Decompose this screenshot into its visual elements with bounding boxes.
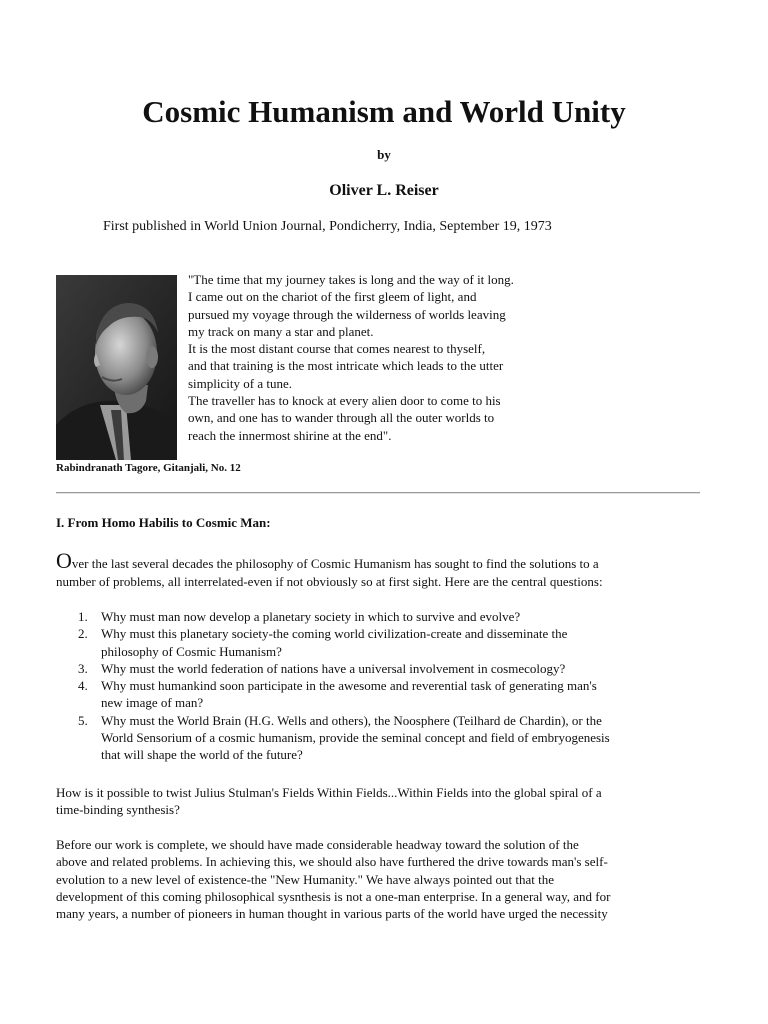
list-item-text: World Sensorium of a cosmic humanism, provide the seminal concept and field of embryogenesis xyxy=(101,730,610,746)
paragraph-line: evolution to a new level of existence-the "New Humanity." We have always pointed out that the xyxy=(56,871,555,887)
epigraph-quote xyxy=(188,271,588,444)
list-number: 4. xyxy=(78,678,88,694)
publication-note: First published in World Union Journal, Pondicherry, India, September 19, 1973 xyxy=(103,219,552,234)
list-item-text: Why must humankind soon participate in the awesome and reverential task of generating man's xyxy=(101,678,597,694)
author-name: Oliver L. Reiser xyxy=(329,182,439,199)
list-item xyxy=(56,712,706,764)
list-item-text: that will shape the world of the future? xyxy=(101,747,303,763)
questions-list xyxy=(56,608,706,764)
portrait-image xyxy=(56,275,177,460)
list-item xyxy=(56,625,706,660)
paragraph-line: many years, a number of pioneers in human thought in various parts of the world have urged the necessity xyxy=(56,906,608,922)
list-item xyxy=(56,608,706,625)
list-item-text: Why must man now develop a planetary society in which to survive and evolve? xyxy=(101,609,521,624)
quote-line: pursued my voyage through the wilderness of worlds leaving xyxy=(188,306,506,322)
paragraph-line: Before our work is complete, we should have made considerable headway toward the solution of the xyxy=(56,837,579,852)
list-number: 1. xyxy=(78,609,88,624)
body-paragraph-1 xyxy=(56,784,706,819)
byline-by: by xyxy=(377,147,391,162)
list-item-text: philosophy of Cosmic Humanism? xyxy=(101,643,282,659)
quote-line: "The time that my journey takes is long and the way of it long. xyxy=(188,272,514,287)
page-title: Cosmic Humanism and World Unity xyxy=(142,94,626,129)
quote-line: I came out on the chariot of the first gleem of light, and xyxy=(188,289,477,305)
horizontal-divider xyxy=(56,492,700,494)
tagore-portrait-photo xyxy=(56,275,177,460)
list-number: 2. xyxy=(78,626,88,642)
quote-line: own, and one has to wander through all the outer worlds to xyxy=(188,410,495,426)
section-heading: I. From Homo Habilis to Cosmic Man: xyxy=(56,515,271,530)
list-item-text: Why must the World Brain (H.G. Wells and others), the Noosphere (Teilhard de Chardin), or the xyxy=(101,712,602,728)
quote-line: my track on many a star and planet. xyxy=(188,323,374,339)
list-item-text: Why must this planetary society-the coming world civilization-create and disseminate the xyxy=(101,626,568,642)
drop-cap: O xyxy=(56,548,72,573)
list-item-text: new image of man? xyxy=(101,695,204,711)
intro-paragraph xyxy=(56,548,706,590)
list-number: 3. xyxy=(78,660,88,676)
paragraph-line: development of this coming philosophical sysnthesis is not a one-man enterprise. In a general way, and for xyxy=(56,888,611,904)
paragraph-line: above and related problems. In achieving this, we should also have furthered the drive towards man's self- xyxy=(56,854,608,870)
list-number: 5. xyxy=(78,712,88,728)
paragraph-line: time-binding synthesis? xyxy=(56,802,180,818)
intro-line: number of problems, all interrelated-even if not obviously so at first sight. Here are the central questions: xyxy=(56,573,603,589)
portrait-caption: Rabindranath Tagore, Gitanjali, No. 12 xyxy=(56,462,241,474)
paragraph-line: How is it possible to twist Julius Stulman's Fields Within Fields...Within Fields into the global spiral of a xyxy=(56,785,602,800)
list-item xyxy=(56,677,706,712)
quote-line: It is the most distant course that comes nearest to thyself, xyxy=(188,341,486,357)
quote-line: The traveller has to knock at every alien door to come to his xyxy=(188,393,501,409)
list-item xyxy=(56,660,706,677)
intro-line: ver the last several decades the philosophy of Cosmic Humanism has sought to find the solutions to a xyxy=(71,556,599,571)
quote-line: simplicity of a tune. xyxy=(188,375,292,391)
quote-line: and that training is the most intricate which leads to the utter xyxy=(188,358,504,374)
quote-line: reach the innermost shirine at the end". xyxy=(188,427,392,443)
body-paragraph-2 xyxy=(56,836,706,922)
list-item-text: Why must the world federation of nations have a universal involvement in cosmecology? xyxy=(101,660,566,676)
